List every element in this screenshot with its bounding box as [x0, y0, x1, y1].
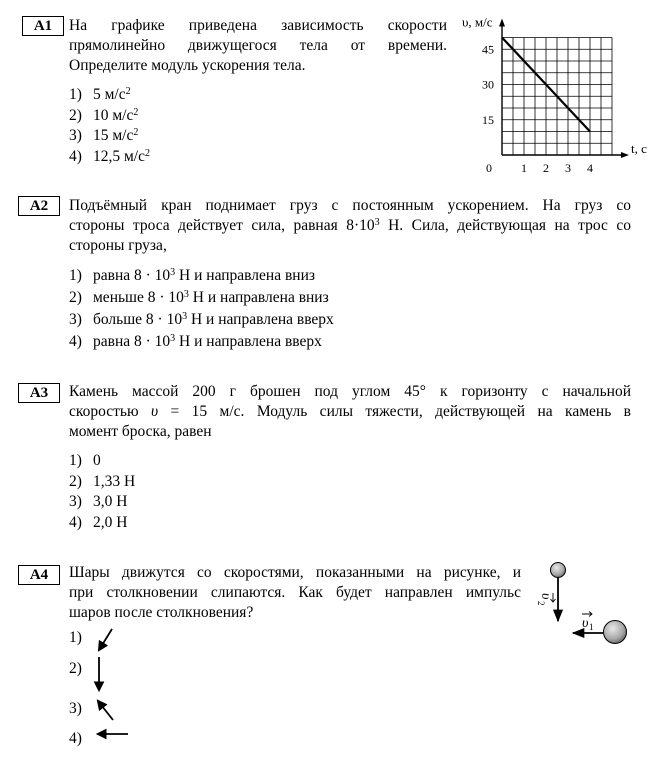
- x-tick-label: 3: [565, 161, 571, 175]
- answer-option: 4) 2,0 Н: [69, 513, 128, 531]
- answer-option: 3) 3,0 Н: [69, 493, 128, 510]
- x-tick-label: 0: [486, 161, 492, 175]
- y-axis-label: υ, м/с: [462, 14, 493, 30]
- question-line: прямолинейно движущегося тела от времени.: [69, 37, 447, 54]
- answer-option: 2) меньше $8 \cdot 10^3$ Н и направлена вниз: [69, 289, 329, 306]
- answer-option: 4): [69, 730, 82, 747]
- question-text-a1: [69, 16, 447, 76]
- answer-option: 3) 15 $м/с^2$: [69, 127, 139, 144]
- answer-option: 1) равна $8 \cdot 10^3$ Н и направлена вниз: [69, 267, 315, 284]
- answer-option: 1) 5 $м/с^2$: [69, 86, 131, 103]
- svg-text:υ: υ: [538, 593, 553, 600]
- question-label-a3: A3: [18, 383, 60, 403]
- velocity-1-label: [582, 612, 594, 633]
- answer-options-a1: [69, 85, 150, 167]
- question-line: Камень массой 200 г брошен под углом 45° к горизонту с начальной: [69, 383, 631, 400]
- balls-figure: [525, 555, 635, 655]
- question-line: На графике приведена зависимость скорости: [69, 17, 447, 34]
- question-text-a3: [69, 382, 631, 442]
- question-line: Шары движутся со скоростями, показанными на рисунке, и: [69, 564, 521, 581]
- y-tick-label: 45: [482, 42, 494, 57]
- y-axis-arrow: [499, 18, 505, 26]
- x-tick-label: 4: [587, 161, 593, 175]
- answer-option: 2) 1,33 Н: [69, 472, 136, 490]
- answer-option: 1) 0: [69, 452, 101, 469]
- question-line: стороны груза,: [69, 237, 167, 254]
- x-axis-arrow: [621, 152, 629, 158]
- velocity-time-chart: [450, 14, 647, 179]
- answer-options-a2: [69, 265, 334, 353]
- question-line: Определите модуль ускорения тела.: [69, 57, 306, 74]
- question-label-a4: A4: [18, 565, 60, 585]
- question-line: скоростью υ = 15 м/с. Модуль силы тяжести, действующей на камень в: [69, 403, 631, 420]
- y-tick-label: 15: [482, 112, 494, 127]
- question-text-a2: [69, 196, 631, 256]
- x-tick-label: 2: [543, 161, 549, 175]
- svg-text:υ: υ: [582, 616, 589, 631]
- answer-option: 4) равна $8 \cdot 10^3$ Н и направлена вверх: [69, 333, 322, 350]
- ball-1: [604, 621, 627, 644]
- x-tick-label: 1: [521, 161, 527, 175]
- answer-option: 3): [69, 700, 82, 717]
- svg-text:1: 1: [589, 622, 594, 632]
- velocity-2-label: [536, 593, 556, 606]
- question-label-a1: A1: [22, 16, 64, 36]
- question-line: шаров после столкновения?: [69, 604, 254, 621]
- option-1-arrow: [99, 629, 112, 650]
- answer-options-a3: [69, 451, 135, 533]
- question-line: момент броска, равен: [69, 423, 212, 440]
- question-line: стороны троса действует сила, равная $8\cdot 10^3$ Н. Сила, действующая на трос со: [69, 217, 631, 234]
- answer-option: 4) 12,5 $м/с^2$: [69, 147, 150, 165]
- option-3-arrow: [98, 701, 113, 720]
- x-axis-label: t, c: [631, 141, 647, 156]
- option-arrows: [88, 622, 138, 757]
- answer-option: 2): [69, 660, 82, 677]
- answer-option: 1): [69, 629, 82, 646]
- question-label-a2: A2: [18, 196, 60, 216]
- question-text-a4: [69, 563, 521, 623]
- answer-option: 2) 10 $м/с^2$: [69, 106, 139, 124]
- answer-option: 3) больше $8 \cdot 10^3$ Н и направлена вверх: [69, 311, 334, 328]
- svg-text:2: 2: [536, 601, 546, 606]
- y-tick-label: 30: [482, 77, 494, 92]
- question-line: при столкновении слипаются. Как будет направлен импульс: [69, 584, 521, 601]
- question-line: Подъёмный кран поднимает груз с постоянным ускорением. На груз со: [69, 197, 631, 214]
- ball-2: [551, 563, 566, 578]
